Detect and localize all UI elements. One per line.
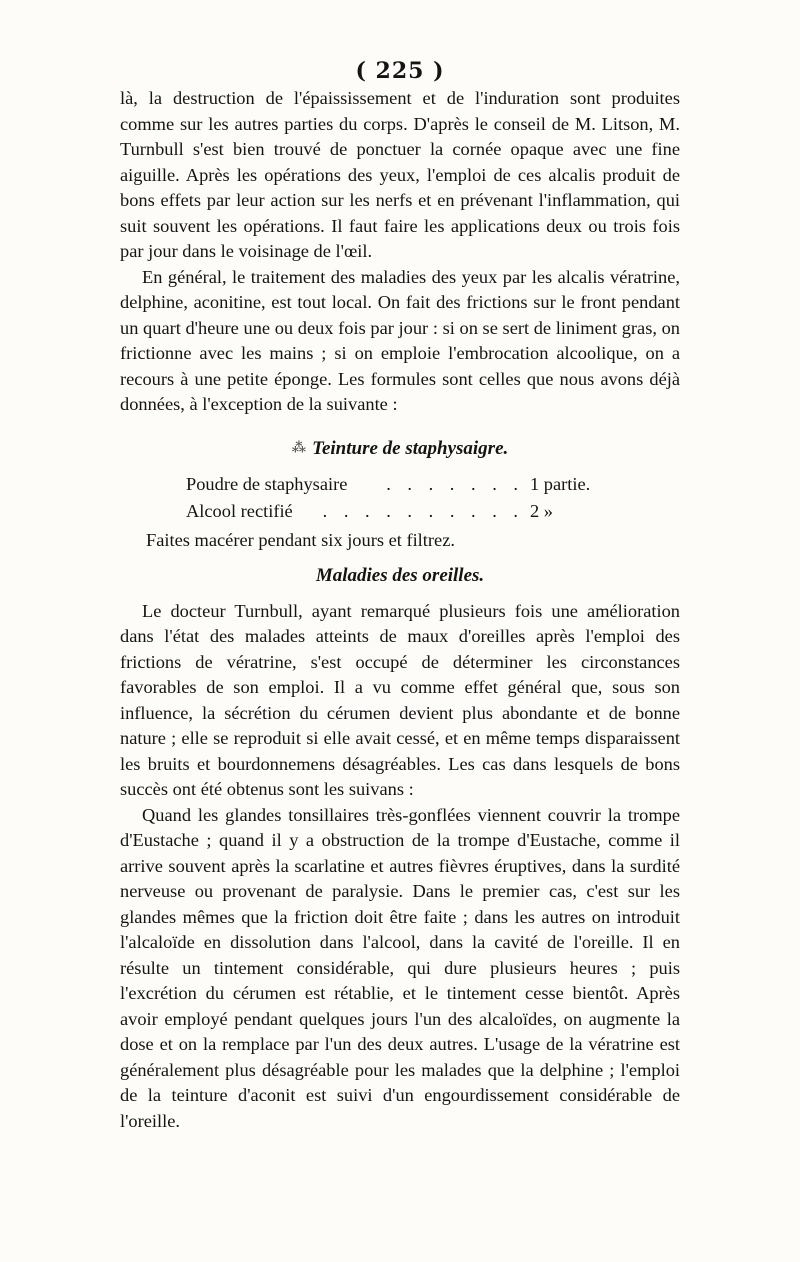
recipe-heading: [120, 436, 680, 462]
recipe-instruction: Faites macérer pendant six jours et filtrez.: [146, 529, 455, 550]
recipe-ingredient: Alcool rectifié: [186, 500, 293, 521]
recipe-table: [186, 472, 626, 526]
leader-dots: . . . . . . .: [386, 473, 524, 494]
fleuron-ornament-icon: ⁂: [291, 441, 305, 457]
paragraph-continuation: là, la destruction de l'épaississement et de l'induration sont produites comme sur les autres parties du corps. D'après le conseil de M. Litson, M. Turnbull s'est bien trouvé de ponctuer la cornée opaque avec une fine aiguille. Après les opérations des yeux, l'emploi de ces alcalis produit de bons effets par leur action sur les nerfs et en prévenant l'inflammation, qui suit souvent les opérations. Il faut faire les applications deux ou trois fois par jour dans le voisinage de l'œil.: [120, 88, 680, 261]
recipe-title: Teinture de staphysaigre.: [312, 437, 509, 459]
paragraph-general-treatment: En général, le traitement des maladies des yeux par les alcalis vératrine, delphine, aconitine, est tout local. On fait des frictions sur le front pendant un quart d'heure une ou deux fois par jour : si on se sert de liniment gras, on frictionne avec les mains ; si on emploie l'embrocation alcoolique, on a recours à une petite éponge. Les formules sont celles que nous avons déjà données, à l'exception de la suivante :: [120, 266, 680, 414]
section-title: Maladies des oreilles.: [315, 565, 485, 587]
recipe-ingredient: Poudre de staphysaire: [186, 473, 348, 494]
paragraph-turnbull: Le docteur Turnbull, ayant remarqué plusieurs fois une amélioration dans l'état des malades atteints de maux d'oreilles après l'emploi des frictions de vératrine, s'est occupé de déterminer les circonstances favorables de son emploi. Il a vu comme effet général que, sous son influence, la sécrétion du cérumen devient plus abondante et de bonne nature ; elle se reproduit si elle avait cessé, et en même temps disparaissent les bruits et bourdonnemens désagréables. Les cas dans lesquels de bons succès ont été obtenus sont les suivans :: [120, 600, 680, 800]
page-number: ( 225 ): [355, 58, 445, 84]
recipe-quantity: 1 partie.: [530, 473, 591, 494]
recipe-quantity: 2 »: [530, 500, 553, 521]
paragraph-cases: Quand les glandes tonsillaires très-gonflées viennent couvrir la trompe d'Eustache ; quand il y a obstruction de la trompe d'Eustache, comme il arrive souvent après la scarlatine et autres fièvres éruptives, dans la surdité nerveuse ou provenant de paralysie. Dans le premier cas, c'est sur les glandes mêmes que la friction doit être faite ; dans les autres on introduit l'alcaloïde en dissolution dans l'alcool, dans la cavité de l'oreille. Il en résulte un tintement considérable, qui dure plusieurs heures ; puis l'excrétion du cérumen est rétablie, et le tintement cesse bientôt. Après avoir employé pendant quelques jours l'un des alcaloïdes, on augmente la dose et on la remplace par l'un des deux autres. L'usage de la vératrine est généralement plus désagréable pour les malades que la delphine ; l'emploi de la teinture d'aconit est suivi d'un engourdissement considérable de l'oreille.: [120, 804, 680, 1131]
recipe-row: [186, 472, 626, 499]
body-text: [120, 86, 680, 1134]
leader-dots: . . . . . . . . . .: [322, 500, 524, 521]
recipe-row: [186, 499, 626, 526]
